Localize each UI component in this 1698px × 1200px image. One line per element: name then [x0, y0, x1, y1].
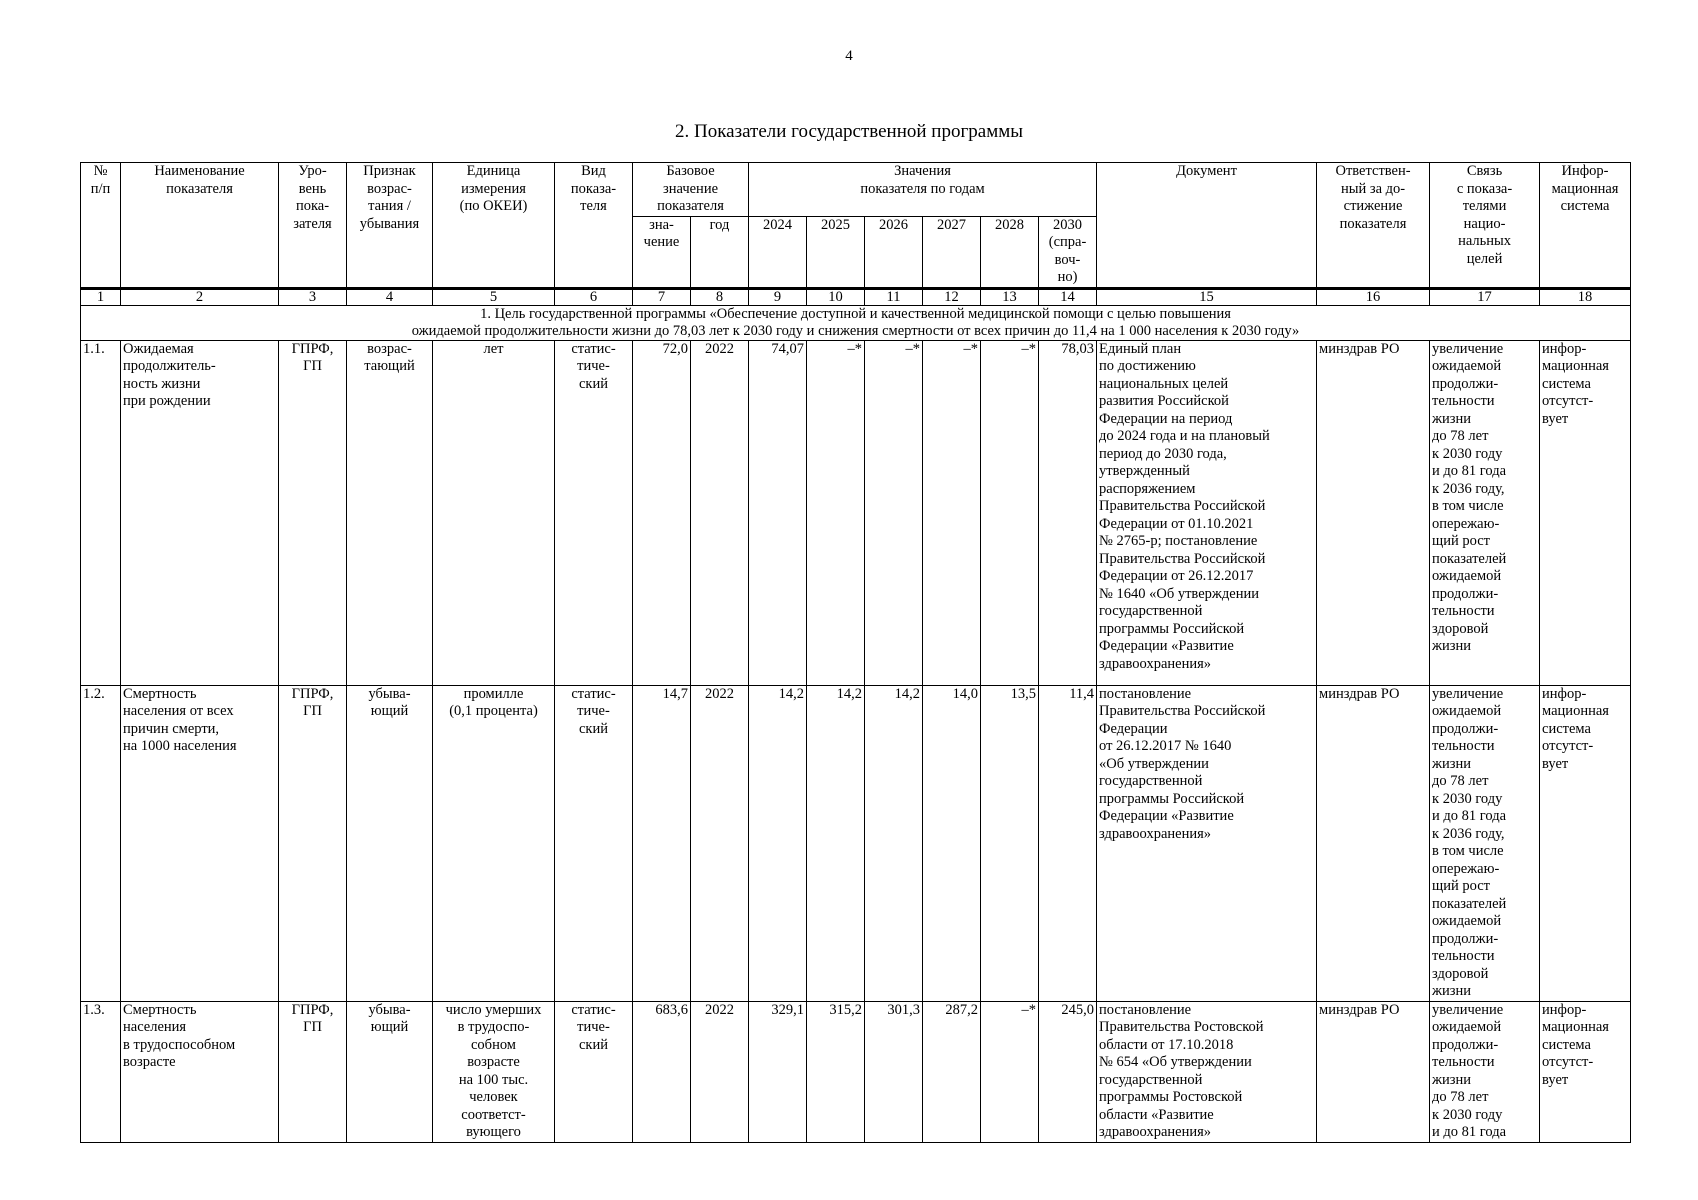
cell-num: 1.2. [81, 685, 121, 1001]
cell-2025: 315,2 [807, 1001, 865, 1142]
table-title: 2. Показатели государственной программы [674, 121, 1024, 142]
column-number: 5 [433, 288, 555, 305]
cell-type: статис- тиче- ский [555, 685, 633, 1001]
header-level: Уро- вень пока- зателя [279, 163, 347, 289]
indicators-table [80, 162, 1631, 1143]
cell-responsible: минздрав РО [1317, 340, 1430, 685]
column-number: 10 [807, 288, 865, 305]
column-number: 13 [981, 288, 1039, 305]
cell-type: статис- тиче- ский [555, 1001, 633, 1142]
cell-2024: 329,1 [749, 1001, 807, 1142]
cell-level: ГПРФ, ГП [279, 340, 347, 685]
header-row-1 [81, 163, 1631, 217]
cell-responsible: минздрав РО [1317, 685, 1430, 1001]
column-number-row [81, 288, 1631, 305]
cell-2027: 14,0 [923, 685, 981, 1001]
column-number: 2 [121, 288, 279, 305]
cell-base-value: 72,0 [633, 340, 691, 685]
cell-2028: –* [981, 1001, 1039, 1142]
cell-document: постановление Правительства Российской Федерации от 26.12.2017 № 1640 «Об утверждении государственной программы Российской Федерации «Развитие здравоохранения» [1097, 685, 1317, 1001]
cell-2030: 245,0 [1039, 1001, 1097, 1142]
table-row [81, 340, 1631, 685]
cell-2028: –* [981, 340, 1039, 685]
cell-type: статис- тиче- ский [555, 340, 633, 685]
header-year-2030: 2030 (спра- воч- но) [1039, 216, 1097, 288]
cell-name: Ожидаемая продолжитель- ность жизни при рождении [121, 340, 279, 685]
cell-2024: 74,07 [749, 340, 807, 685]
header-base-value: зна- чение [633, 216, 691, 288]
cell-level: ГПРФ, ГП [279, 1001, 347, 1142]
header-link: Связь с показа- телями нацио- нальных целей [1430, 163, 1540, 289]
header-trend: Признак возрас- тания / убывания [347, 163, 433, 289]
cell-link: увеличение ожидаемой продолжи- тельности жизни до 78 лет к 2030 году и до 81 года [1430, 1001, 1540, 1142]
cell-trend: убыва- ющий [347, 685, 433, 1001]
column-number: 1 [81, 288, 121, 305]
cell-base-value: 683,6 [633, 1001, 691, 1142]
goal-row [81, 305, 1631, 340]
cell-2030: 11,4 [1039, 685, 1097, 1001]
cell-2027: 287,2 [923, 1001, 981, 1142]
cell-2026: 14,2 [865, 685, 923, 1001]
header-document: Документ [1097, 163, 1317, 289]
cell-link: увеличение ожидаемой продолжи- тельности жизни до 78 лет к 2030 году и до 81 года к 2036 году, в том числе опережаю- щий рост показателей ожидаемой продолжи- тельности здоровой жизни [1430, 340, 1540, 685]
cell-base-year: 2022 [691, 685, 749, 1001]
cell-2026: 301,3 [865, 1001, 923, 1142]
header-values: Значения показателя по годам [749, 163, 1097, 217]
cell-2030: 78,03 [1039, 340, 1097, 685]
cell-info: инфор- мационная система отсутст- вует [1540, 685, 1631, 1001]
cell-base-year: 2022 [691, 340, 749, 685]
header-year-2027: 2027 [923, 216, 981, 288]
column-number: 4 [347, 288, 433, 305]
header-year-2024: 2024 [749, 216, 807, 288]
header-name: Наименование показателя [121, 163, 279, 289]
cell-trend: возрас- тающий [347, 340, 433, 685]
column-number: 7 [633, 288, 691, 305]
column-number: 15 [1097, 288, 1317, 305]
column-number: 16 [1317, 288, 1430, 305]
cell-base-year: 2022 [691, 1001, 749, 1142]
header-year-2025: 2025 [807, 216, 865, 288]
cell-trend: убыва- ющий [347, 1001, 433, 1142]
cell-2026: –* [865, 340, 923, 685]
cell-base-value: 14,7 [633, 685, 691, 1001]
cell-unit: лет [433, 340, 555, 685]
column-number: 11 [865, 288, 923, 305]
column-number: 3 [279, 288, 347, 305]
header-info: Инфор- мационная система [1540, 163, 1631, 289]
cell-2028: 13,5 [981, 685, 1039, 1001]
cell-num: 1.3. [81, 1001, 121, 1142]
header-base: Базовое значение показателя [633, 163, 749, 217]
header-type: Вид показа- теля [555, 163, 633, 289]
column-number: 17 [1430, 288, 1540, 305]
column-number: 8 [691, 288, 749, 305]
cell-2025: –* [807, 340, 865, 685]
cell-name: Смертность населения в трудоспособном возрасте [121, 1001, 279, 1142]
cell-level: ГПРФ, ГП [279, 685, 347, 1001]
header-year-2026: 2026 [865, 216, 923, 288]
cell-2025: 14,2 [807, 685, 865, 1001]
cell-link: увеличение ожидаемой продолжи- тельности жизни до 78 лет к 2030 году и до 81 года к 2036 году, в том числе опережаю- щий рост показателей ожидаемой продолжи- тельности здоровой жизни [1430, 685, 1540, 1001]
header-unit: Единица измерения (по ОКЕИ) [433, 163, 555, 289]
table-row [81, 685, 1631, 1001]
cell-unit: число умерших в трудоспо- собном возрасте на 100 тыс. человек соответст- вующего [433, 1001, 555, 1142]
goal-text: 1. Цель государственной программы «Обеспечение доступной и качественной медицинской помощи с целью повышения ожидаемой продолжительности жизни до 78,03 лет к 2030 году и снижения смертности от всех причин до 11,4 на 1 000 населения к 2030 году» [81, 305, 1631, 340]
cell-2027: –* [923, 340, 981, 685]
header-year-2028: 2028 [981, 216, 1039, 288]
column-number: 12 [923, 288, 981, 305]
column-number: 9 [749, 288, 807, 305]
header-responsible: Ответствен- ный за до- стижение показателя [1317, 163, 1430, 289]
column-number: 14 [1039, 288, 1097, 305]
cell-unit: промилле (0,1 процента) [433, 685, 555, 1001]
column-number: 6 [555, 288, 633, 305]
cell-num: 1.1. [81, 340, 121, 685]
cell-document: Единый план по достижению национальных целей развития Российской Федерации на период до 2024 года и на плановый период до 2030 года, утвержденный распоряжением Правительства Российской Федерации от 01.10.2021 № 2765-р; постановление Правительства Российской Федерации от 26.12.2017 № 1640 «Об утверждении государственной программы Российской Федерации «Развитие здравоохранения» [1097, 340, 1317, 685]
table-row [81, 1001, 1631, 1142]
column-number: 18 [1540, 288, 1631, 305]
page-number: 4 [845, 48, 853, 64]
cell-document: постановление Правительства Ростовской области от 17.10.2018 № 654 «Об утверждении государственной программы Ростовской области «Развитие здравоохранения» [1097, 1001, 1317, 1142]
cell-info: инфор- мационная система отсутст- вует [1540, 1001, 1631, 1142]
header-num: № п/п [81, 163, 121, 289]
cell-2024: 14,2 [749, 685, 807, 1001]
cell-name: Смертность населения от всех причин смерти, на 1000 населения [121, 685, 279, 1001]
header-base-year: год [691, 216, 749, 288]
cell-info: инфор- мационная система отсутст- вует [1540, 340, 1631, 685]
cell-responsible: минздрав РО [1317, 1001, 1430, 1142]
